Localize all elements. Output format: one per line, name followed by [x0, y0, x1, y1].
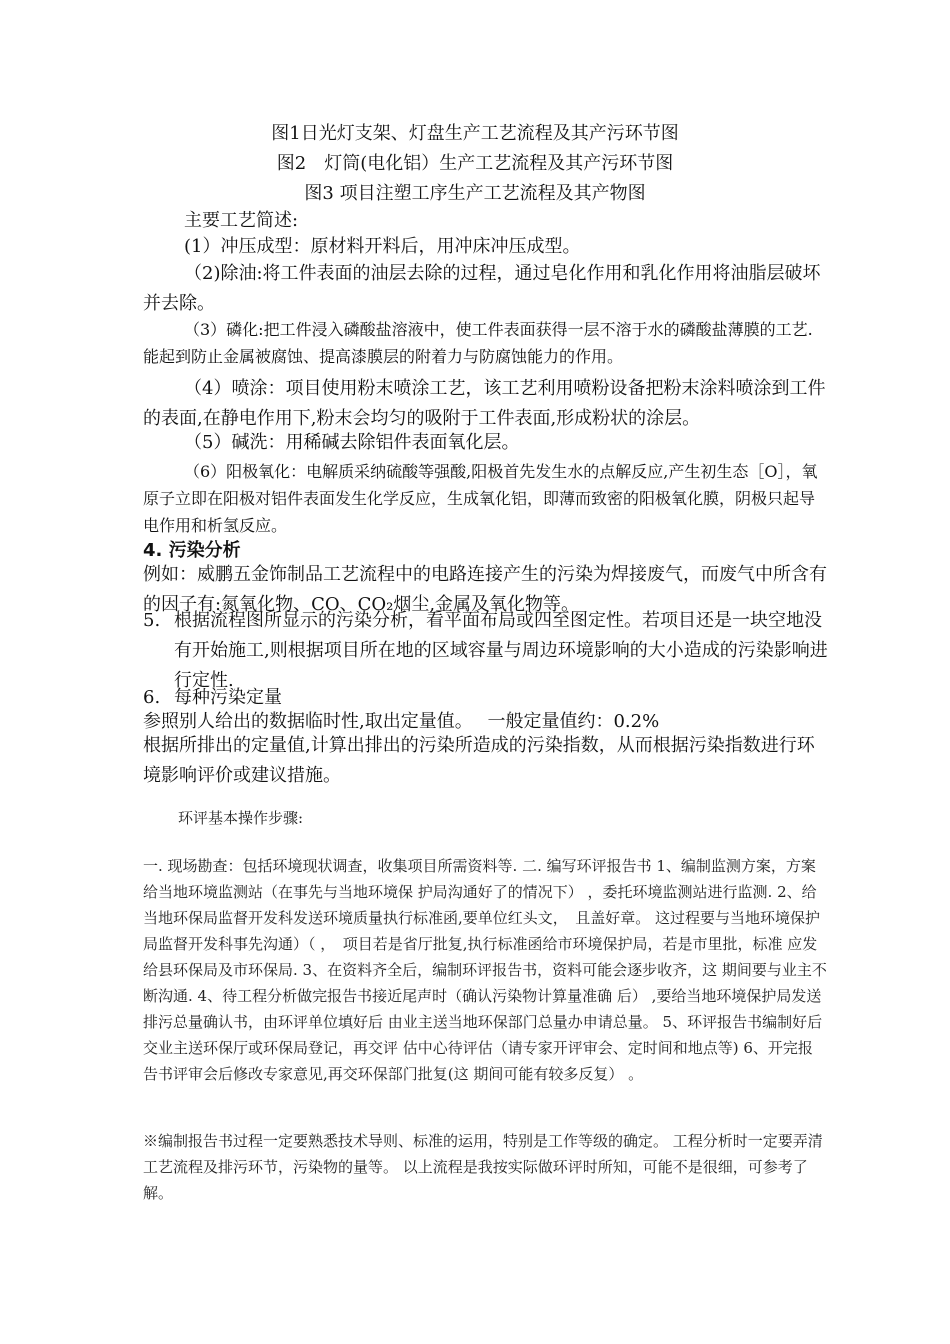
steps-note: ※编制报告书过程一定要熟悉技术导则、标准的运用，特别是工作等级的确定。 工程分析时一定要弄清工艺流程及排污环节，污染物的量等。 以上流程是我按实际做环评时所知，可能不是很细，可参考了解。: [143, 1132, 823, 1202]
section-5-text: 根据流程图所显示的污染分析，看平面布局或四至图定性。若项目还是一块空地没有开始施工,则根据项目所在地的区域容量与周边环境影响的大小造成的污染影响进行定性.: [174, 610, 828, 691]
steps-title: 环评基本操作步骤:: [178, 809, 304, 827]
process-heading: 主要工艺简述:: [184, 210, 299, 231]
figure-caption-2: 图2 灯筒(电化铝）生产工艺流程及其产污环节图: [276, 153, 674, 174]
section-5-number: 5.: [143, 610, 161, 631]
figure-caption-3: 图3 项目注塑工序生产工艺流程及其产物图: [304, 183, 646, 204]
section-4-text: 例如：威鹏五金饰制品工艺流程中的电路连接产生的污染为焊接废气，而废气中所含有的因子有:氮氧化物、CO、CO₂烟尘,金属及氧化物等。: [143, 564, 827, 615]
process-step-1: (1）冲压成型：原材料开料后，用冲床冲压成型。: [184, 236, 581, 257]
section-6-number: 6.: [143, 687, 161, 708]
steps-body: 一. 现场勘查：包括环境现状调查，收集项目所需资料等. 二. 编写环评报告书 1、编制监测方案，方案给当地环境监测站（在事先与当地环境保 护局沟通好了的情况下） ，委托环境监测站进行监测. 2、给当地环保局监督开发科发送环境质量执行标准函,要单位红头文， 且盖好章。 这过程要与当地环境保护局监督开发科事先沟通）（ ， 项目若是省厅批复,执行标准函给市环境保护局，若是市里批，标准 应发给县环保局及市环保局. 3、在资料齐全后，编制环评报告书，资料可能会逐步收齐，这 期间要与业主不断沟通. 4、待工程分析做完报告书接近尾声时（确认污染物计算量准确 后） ,要给当地环境保护局发送排污总量确认书，由环评单位填好后 由业主送当地环保部门总量办申请总量。 5、环评报告书编制好后交业主送环保厅或环保局登记，再交评 估中心待评估（请专家开评审会、定时间和地点等) 6、开完报告书评审会后修改专家意见,再交环保部门批复(这 期间可能有较多反复） 。: [143, 857, 827, 1083]
process-step-2: （2)除油:将工件表面的油层去除的过程，通过皂化作用和乳化作用将油脂层破坏并去除。: [143, 263, 821, 314]
section-6-line-2: 根据所排出的定量值,计算出排出的污染所造成的污染指数，从而根据污染指数进行环境影响评价或建议措施。: [143, 735, 815, 786]
process-step-5: （5）碱洗：用稀碱去除铝件表面氧化层。: [184, 432, 520, 453]
section-6-line-1: 参照别人给出的数据临时性,取出定量值。 一般定量值约：0.2%: [143, 711, 660, 732]
process-step-3: （3）磷化:把工件浸入磷酸盐溶液中，使工件表面获得一层不溶于水的磷酸盐薄膜的工艺.能起到防止金属被腐蚀、提高漆膜层的附着力与防腐蚀能力的作用。: [143, 320, 813, 366]
section-6-title: 每种污染定量: [174, 687, 282, 708]
process-step-6: （6）阳极氧化：电解质采纳硫酸等强酸,阳极首先发生水的点解反应,产生初生态［O］，氧原子立即在阳极对铝件表面发生化学反应，生成氧化铝，即薄而致密的阳极氧化膜，阴极只起导电作用和析氢反应。: [143, 462, 818, 535]
section-4-title: 4. 污染分析: [143, 540, 241, 561]
figure-caption-1: 图1日光灯支架、灯盘生产工艺流程及其产污环节图: [271, 123, 679, 144]
process-step-4: （4）喷涂：项目使用粉末喷涂工艺，该工艺利用喷粉设备把粉末涂料喷涂到工件的表面,在静电作用下,粉末会均匀的吸附于工件表面,形成粉状的涂层。: [143, 378, 826, 429]
